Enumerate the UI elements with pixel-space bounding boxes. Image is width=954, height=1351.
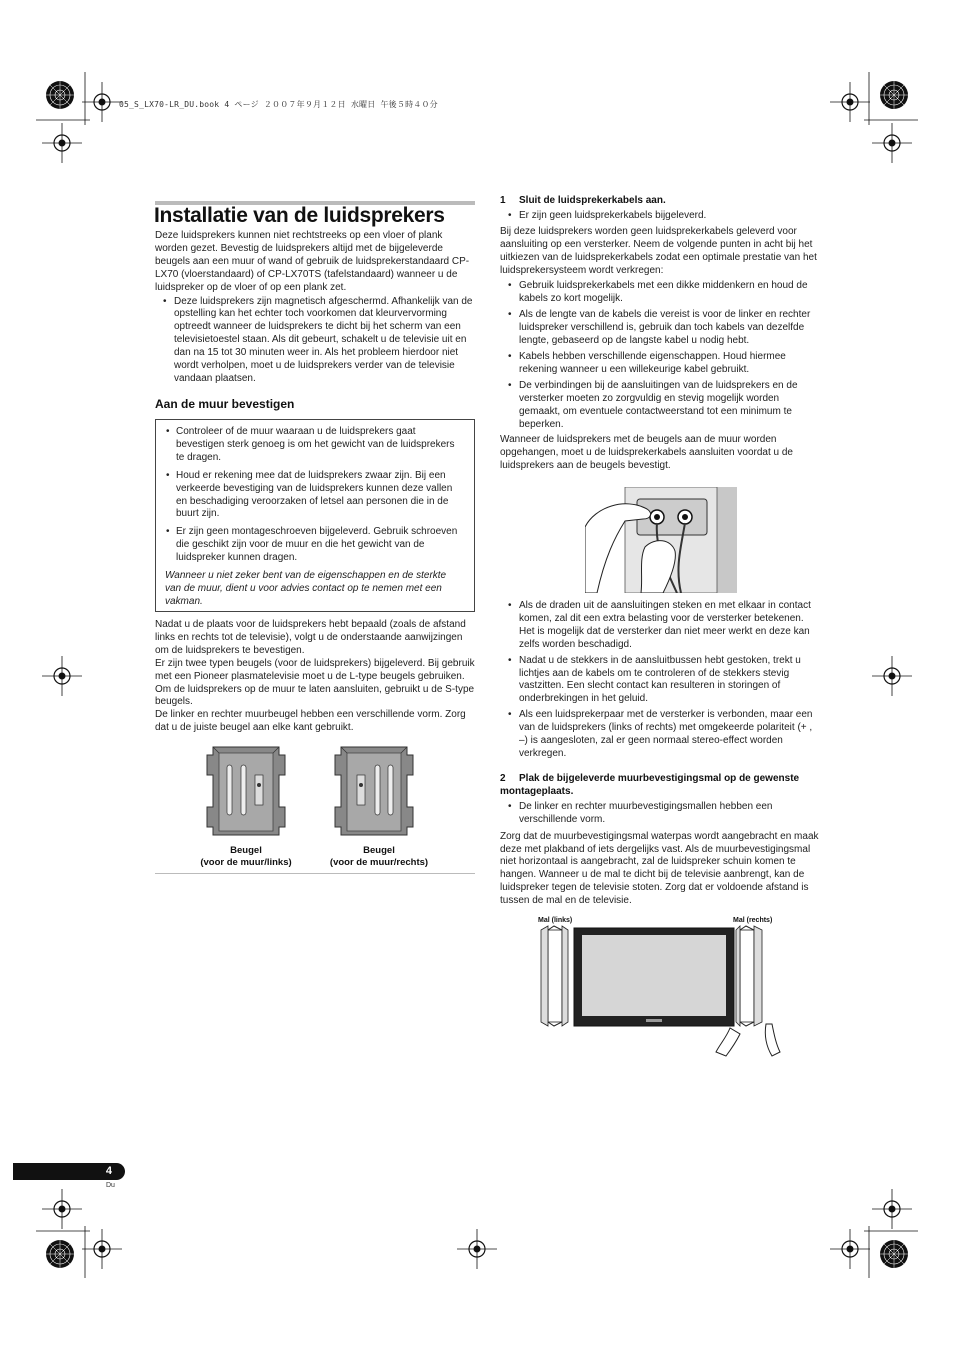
bracket-left-illustration <box>205 745 287 837</box>
step-1-after: Wanneer de luidsprekers met de beugels aan de muur worden opgehangen, moet u de luidsprekerkabels aansluiten voordat u de luidsprekers aan de beugels bevestigt. <box>500 434 793 472</box>
after-box-paragraph: Er zijn twee typen beugels (voor de luidsprekers) bijgeleverd. Bij gebruik met een Pioneer plasmatelevisie moet u de L-type beugels gebruiken. Om de luidsprekers op de muur te laten aansluiten, gebruikt u de S-type beugels. <box>155 657 475 708</box>
cable-connection-illustration <box>585 487 737 593</box>
step-2-heading: 2 Plak de bijgeleverde muurbevestigingsmal op de gewenste montageplaats. <box>500 773 800 797</box>
tv-template-illustration <box>540 924 785 1060</box>
step-2-text: Zorg dat de muurbevestigingsmal waterpas wordt aangebracht en maak deze met plakband of iets dergelijks vast. Als de muurbevestigingsmal niet horizontaal is aangebracht, zal de luidspreker schuin komen te hangen. Wanneer u de mal te dicht bij de televisie aanbrengt, kan de luidspreker tegen de televisie stoten. Zorg dat er voldoende afstand is tussen de mal en de televisie. <box>500 830 819 907</box>
after-box-paragraph: Nadat u de plaats voor de luidsprekers hebt bepaald (zoals de afstand links en rechts tot de televisie), volgt u de onderstaande aanwijzingen om de luidsprekers te bevestigen. <box>155 619 466 656</box>
step-1-note: • Als een luidsprekerpaar met de versterker is verbonden, maar een van de luidsprekers (links of rechts) met omgekeerde polariteit (+ , –) is aangesloten, zal er geen normaal stereo-effect worden verkregen. <box>500 709 820 761</box>
template-left-label: Mal (links) <box>538 917 573 924</box>
caution-item: • Controleer of de muur waaraan u de luidsprekers gaat bevestigen sterk genoeg is om het gewicht van de luidsprekers te dragen. <box>156 426 464 465</box>
bracket-right-illustration <box>333 745 415 837</box>
step-1-item: • Als de lengte van de kabels die vereist is voor de linker en rechter luidspreker verschillend is, gebruik dan toch kabels van dezelfde lengte, gebaseerd op de langste kabel u nodig hebt. <box>500 309 820 348</box>
wall-instructions <box>155 619 475 735</box>
step-1-item: • Kabels hebben verschillende eigenschappen. Houd hiermee rekening wanneer u een willekeurige kabel gebruikt. <box>500 351 820 377</box>
print-file-header: 05_S_LX70-LR_DU.book 4 ページ ２００７年９月１２日 水曜日 午後５時４０分 <box>119 100 438 109</box>
template-right-label: Mal (rechts) <box>733 917 773 924</box>
left-column <box>155 230 475 389</box>
caution-item: • Er zijn geen montageschroeven bijgeleverd. Gebruik schroeven die geschikt zijn voor de muur en die het gewicht van de luidspreker kunnen dragen. <box>156 526 464 565</box>
page-language: Du <box>106 1182 115 1189</box>
wall-heading: Aan de muur bevestigen <box>155 397 295 411</box>
step-1-bullet: • Er zijn geen luidsprekerkabels bijgeleverd. <box>500 210 820 223</box>
step-1-item: • Gebruik luidsprekerkabels met een dikke middenkern en houd de kabels zo kort mogelijk. <box>500 280 820 306</box>
caution-note: Wanneer u niet zeker bent van de eigenschappen en de sterkte van de muur, dient u voor advies contact op te nemen met een vakman. <box>165 570 447 607</box>
intro-bullet: • Deze luidsprekers zijn magnetisch afgeschermd. Afhankelijk van de opstelling kan het echter toch voorkomen dat kleurvervorming optreedt wanneer de luidsprekers te dicht bij het scherm van een televisietoestel staan. Als dit gebeurt, schakelt u de televisie uit en dan na 15 tot 30 minuten weer in. Als het probleem hierdoor niet wordt verholpen, moet u de luidsprekers verder van de televisie vandaan plaatsen. <box>155 296 475 386</box>
bracket-left-caption: Beugel (voor de muur/links) <box>200 845 292 868</box>
right-column-step1 <box>500 195 820 473</box>
step-1-text: Bij deze luidsprekers worden geen luidsprekerkabels geleverd voor aansluiting op een versterker. Neem de volgende punten in acht bij het uitkiezen van de luidsprekerkabels zodat een optimale prestatie van het luidsprekersysteem wordt verkregen: <box>500 225 817 276</box>
step-1-item: • De verbindingen bij de aansluitingen van de luidsprekers en de versterker moeten zo zorgvuldig en stevig mogelijk worden gemaakt, om eventuele contactweerstand tot een minimum te beperken. <box>500 380 820 432</box>
after-box-paragraph: De linker en rechter muurbeugel hebben een verschillende vorm. Zorg dat u de juiste beugel aan elke kant gebruikt. <box>155 709 466 734</box>
step-1-note: • Nadat u de stekkers in de aansluitbussen hebt gestoken, trekt u lichtjes aan de kabels om te controleren of de stekkers stevig vastzitten. Een slecht contact kan resulteren in storingen of onderbrekingen in het geluid. <box>500 655 820 707</box>
page-number: 4 <box>13 1163 125 1180</box>
column-end-rule <box>155 873 475 874</box>
bracket-right-caption: Beugel (voor de muur/rechts) <box>329 845 429 868</box>
step-1-heading: 1 Sluit de luidsprekerkabels aan. <box>500 195 666 206</box>
step-2-bullet: • De linker en rechter muurbevestigingsmallen hebben een verschillende vorm. <box>500 801 820 827</box>
right-column-step2 <box>500 773 820 908</box>
step-1-note: • Als de draden uit de aansluitingen steken en met elkaar in contact komen, zal dit een extra belasting voor de versterker betekenen. Het is mogelijk dat de versterker dan niet meer werkt en deze kan zelfs worden beschadigd. <box>500 600 820 652</box>
caution-item: • Houd er rekening mee dat de luidsprekers zwaar zijn. Bij een verkeerde bevestiging van de luidsprekers kunnen deze vallen en beschadiging veroorzaken of letsel aan personen die in de buurt zijn. <box>156 470 464 522</box>
right-column-notes <box>500 600 820 764</box>
caution-box <box>155 419 475 612</box>
intro-paragraph: Deze luidsprekers kunnen niet rechtstreeks op een vloer of plank worden gezet. Bevestig de luidsprekers altijd met de bijgeleverde beugels aan een muur of wand of gebruik de luidsprekerstandaard CP-LX70 (vloerstandaard) of CP-LX70TS (tafelstandaard) wanneer u de luidspreker op de vloer of op een plank zet. <box>155 230 470 293</box>
page-title: Installatie van de luidsprekers <box>154 204 445 227</box>
